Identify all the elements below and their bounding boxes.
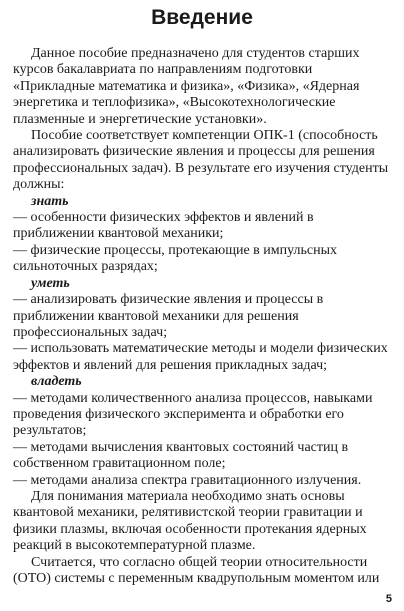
list-item: — физические процессы, протекающие в импульсных сильноточных разрядах; <box>13 242 338 275</box>
paragraph: Данное пособие предназначено для студентов старших курсов бакалавриата по направлениям подготовки «Прикладные математика и физика», «Физика», «Ядерная энергетика и теплофизика», «Высокотехнологические плазменные и энергетические установки». <box>13 46 360 127</box>
list-item: — использовать математические методы и модели физических эффектов и явлений для решения прикладных задач; <box>13 341 388 373</box>
section-heading: владеть <box>31 374 82 390</box>
section-heading: знать <box>31 193 69 209</box>
list-item: — методами вычисления квантовых состояний частиц в собственном гравитационном поле; <box>13 439 349 472</box>
list-item: — методами анализа спектра гравитационного излучения. <box>13 472 362 488</box>
paragraph: Для понимания материала необходимо знать основы квантовой механики, релятивистской теории гравитации и физики плазмы, включая особенности протекания ядерных реакций в высокотемпературной плазме. <box>13 488 367 554</box>
list-item: — особенности физических эффектов и явлений в приближении квантовой механики; <box>13 210 314 242</box>
paragraph: Пособие соответствует компетенции ОПК-1 (способность анализировать физические явления и процессы для решения профессиональных задач). В результате его изучения студенты должны: <box>13 128 389 193</box>
document-body <box>13 46 393 587</box>
page-title: Введение <box>151 6 253 29</box>
list-item: — анализировать физические явления и процессы в приближении квантовой механики для решения профессиональных задач; <box>13 292 324 340</box>
page-number: 5 <box>385 593 392 605</box>
paragraph: Считается, что согласно общей теории относительности (ОТО) системы с переменным квадрупольным моментом или <box>13 554 380 586</box>
section-heading: уметь <box>31 275 70 291</box>
list-item: — методами количественного анализа процессов, навыками проведения физического эксперимента и обработки его результатов; <box>13 390 373 439</box>
